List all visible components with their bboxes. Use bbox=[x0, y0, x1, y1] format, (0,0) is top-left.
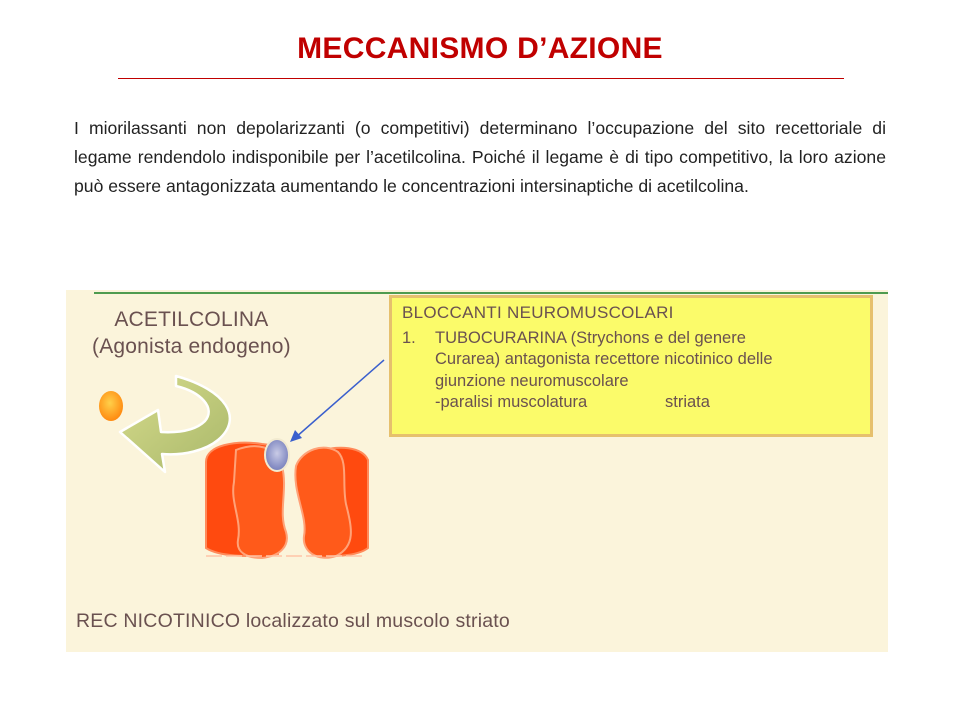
blocker-line-2: Curarea) antagonista recettore nicotinico delle bbox=[435, 350, 773, 368]
blocker-item-number: 1. bbox=[402, 328, 416, 347]
receptor-caption: REC NICOTINICO localizzato sul muscolo striato bbox=[76, 610, 510, 632]
acetylcholine-ligand bbox=[99, 391, 123, 421]
blocker-line-3: giunzione neuromuscolare bbox=[435, 371, 629, 390]
intro-paragraph: I miorilassanti non depolarizzanti (o competitivi) determinano l’occupazione del sito recettoriale di legame rendendolo indisponibile per l’acetilcolina. Poiché il legame è di tipo competitivo, la loro azione può essere antagonizzata aumentando le concentrazioni intersinaptiche di acetilcolina. bbox=[74, 118, 886, 196]
slide-title: MECCANISMO D’AZIONE bbox=[297, 32, 663, 65]
pointer-arrow bbox=[295, 360, 384, 438]
agonist-label bbox=[92, 306, 291, 360]
blocker-item bbox=[402, 328, 860, 414]
title-divider bbox=[118, 78, 844, 79]
blocker-effect bbox=[435, 392, 860, 414]
blocker-effect-part2: striata bbox=[665, 393, 710, 411]
blocker-line-1: TUBOCURARINA (Strychons e del genere bbox=[435, 328, 746, 347]
tubocurarine-molecule bbox=[265, 439, 289, 471]
blocker-item-text bbox=[435, 328, 860, 414]
agonist-role: (Agonista endogeno) bbox=[92, 335, 291, 358]
agonist-name: ACETILCOLINA bbox=[114, 308, 269, 331]
blocker-info-box bbox=[389, 295, 873, 437]
blocker-effect-part1: -paralisi muscolatura bbox=[435, 393, 588, 411]
mechanism-figure bbox=[66, 290, 888, 652]
blocker-title: BLOCCANTI NEUROMUSCOLARI bbox=[402, 303, 674, 322]
pointer-arrowhead bbox=[290, 430, 302, 442]
